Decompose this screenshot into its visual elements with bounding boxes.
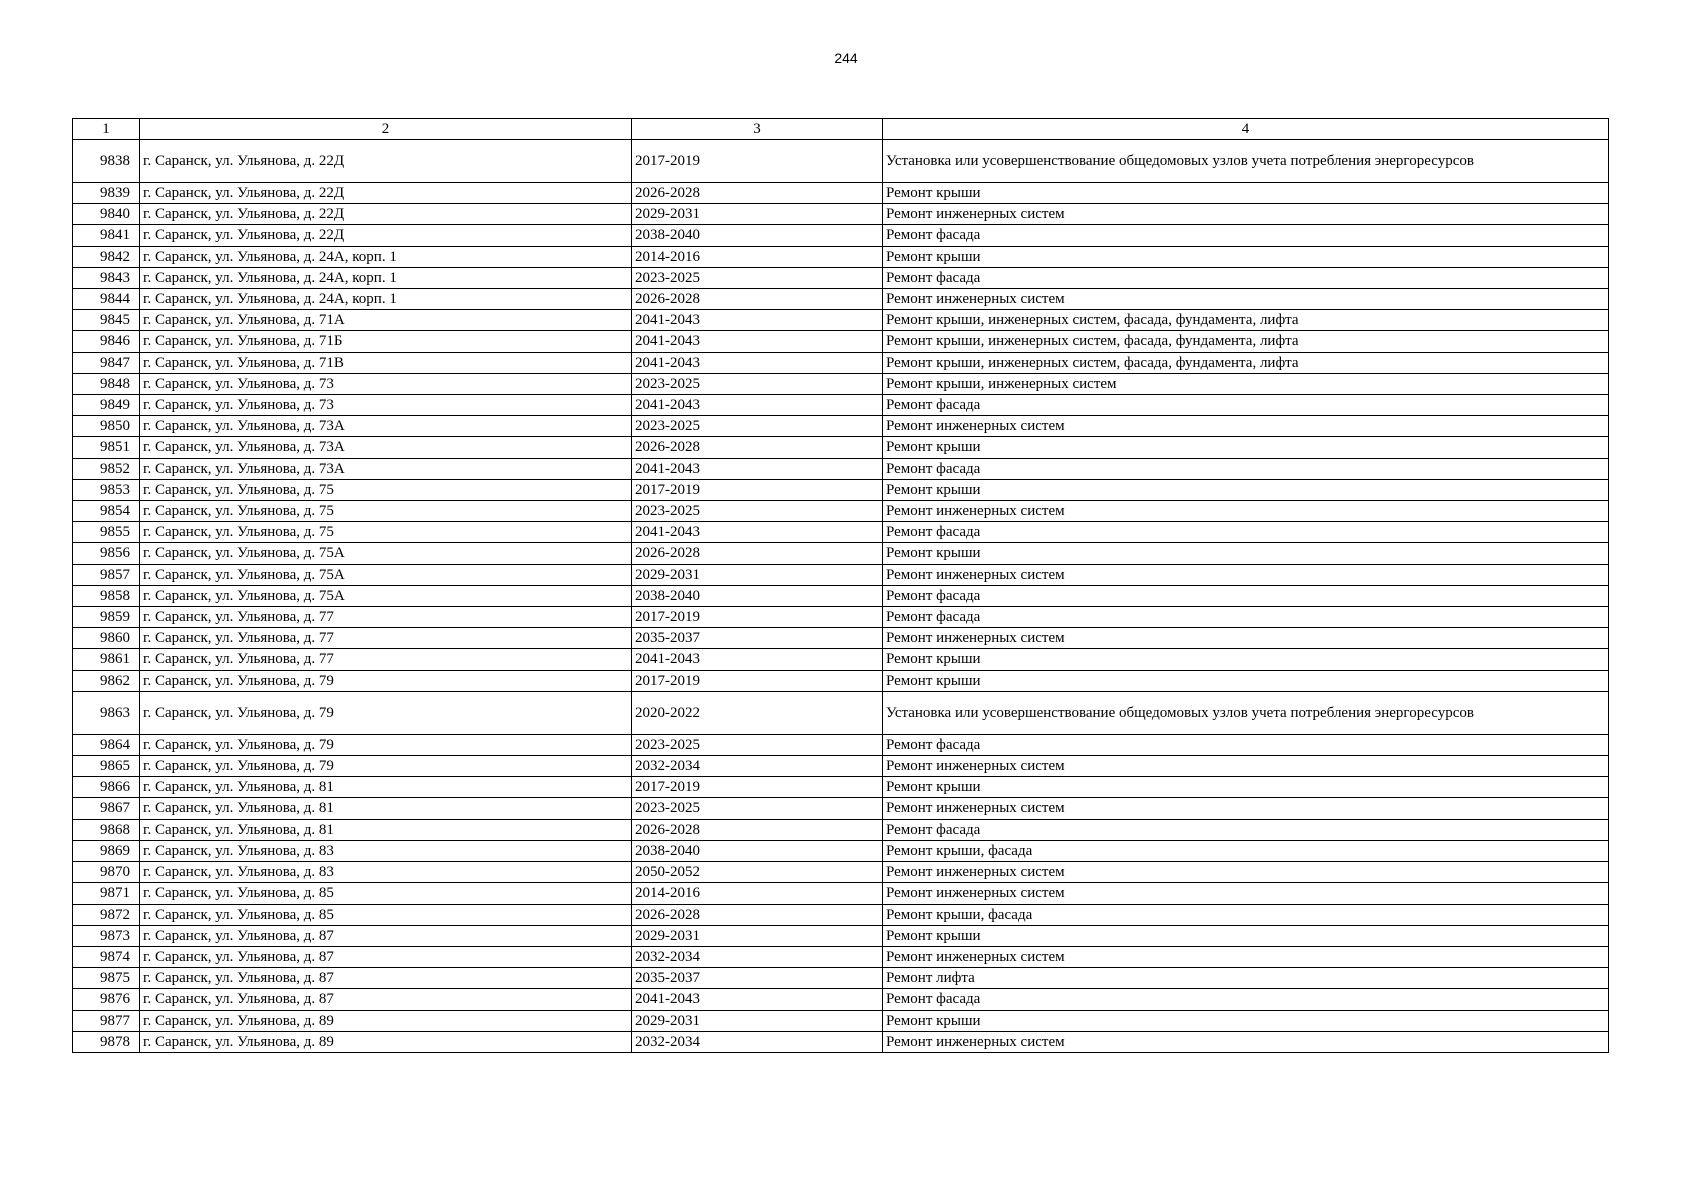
table-row	[73, 289, 1609, 310]
period-cell: 2035-2037	[632, 968, 883, 989]
period-cell: 2017-2019	[632, 670, 883, 691]
work-type-cell: Ремонт крыши	[883, 246, 1609, 267]
table-row	[73, 140, 1609, 183]
row-number-cell: 9855	[73, 522, 140, 543]
row-number-cell: 9868	[73, 819, 140, 840]
row-number-cell: 9849	[73, 395, 140, 416]
work-type-cell: Ремонт фасада	[883, 734, 1609, 755]
period-cell: 2017-2019	[632, 479, 883, 500]
page-number: 244	[834, 50, 858, 66]
table-row	[73, 310, 1609, 331]
row-number-cell: 9865	[73, 756, 140, 777]
address-cell: г. Саранск, ул. Ульянова, д. 89	[140, 1031, 632, 1052]
address-cell: г. Саранск, ул. Ульянова, д. 75	[140, 501, 632, 522]
address-cell: г. Саранск, ул. Ульянова, д. 81	[140, 777, 632, 798]
address-cell: г. Саранск, ул. Ульянова, д. 89	[140, 1010, 632, 1031]
table-row	[73, 840, 1609, 861]
table-row	[73, 585, 1609, 606]
work-type-cell: Ремонт инженерных систем	[883, 204, 1609, 225]
table-row	[73, 183, 1609, 204]
period-cell: 2026-2028	[632, 183, 883, 204]
row-number-cell: 9874	[73, 946, 140, 967]
work-type-cell: Ремонт инженерных систем	[883, 501, 1609, 522]
work-type-cell: Ремонт инженерных систем	[883, 628, 1609, 649]
table-row	[73, 373, 1609, 394]
address-cell: г. Саранск, ул. Ульянова, д. 83	[140, 840, 632, 861]
address-cell: г. Саранск, ул. Ульянова, д. 22Д	[140, 204, 632, 225]
work-type-cell: Ремонт крыши	[883, 670, 1609, 691]
row-number-cell: 9870	[73, 862, 140, 883]
table-row	[73, 777, 1609, 798]
row-number-cell: 9873	[73, 925, 140, 946]
address-cell: г. Саранск, ул. Ульянова, д. 79	[140, 734, 632, 755]
work-type-cell: Ремонт крыши	[883, 183, 1609, 204]
table-row	[73, 756, 1609, 777]
period-cell: 2041-2043	[632, 458, 883, 479]
table-row	[73, 543, 1609, 564]
row-number-cell: 9851	[73, 437, 140, 458]
row-number-cell: 9844	[73, 289, 140, 310]
table-row	[73, 564, 1609, 585]
row-number-cell: 9872	[73, 904, 140, 925]
work-type-cell: Ремонт крыши, инженерных систем	[883, 373, 1609, 394]
period-cell: 2041-2043	[632, 649, 883, 670]
table-row	[73, 649, 1609, 670]
repair-schedule-table	[72, 118, 1609, 1053]
row-number-cell: 9862	[73, 670, 140, 691]
row-number-cell: 9860	[73, 628, 140, 649]
address-cell: г. Саранск, ул. Ульянова, д. 79	[140, 756, 632, 777]
address-cell: г. Саранск, ул. Ульянова, д. 75	[140, 522, 632, 543]
address-cell: г. Саранск, ул. Ульянова, д. 24А, корп. 1	[140, 246, 632, 267]
address-cell: г. Саранск, ул. Ульянова, д. 24А, корп. 1	[140, 289, 632, 310]
row-number-cell: 9847	[73, 352, 140, 373]
work-type-cell: Ремонт фасада	[883, 585, 1609, 606]
address-cell: г. Саранск, ул. Ульянова, д. 87	[140, 968, 632, 989]
work-type-cell: Установка или усовершенствование общедомовых узлов учета потребления энергоресурсов	[883, 691, 1609, 734]
address-cell: г. Саранск, ул. Ульянова, д. 75А	[140, 564, 632, 585]
work-type-cell: Ремонт фасада	[883, 225, 1609, 246]
period-cell: 2029-2031	[632, 925, 883, 946]
period-cell: 2041-2043	[632, 395, 883, 416]
period-cell: 2023-2025	[632, 798, 883, 819]
table-row	[73, 1010, 1609, 1031]
table-row	[73, 946, 1609, 967]
row-number-cell: 9854	[73, 501, 140, 522]
period-cell: 2038-2040	[632, 225, 883, 246]
period-cell: 2041-2043	[632, 352, 883, 373]
period-cell: 2038-2040	[632, 585, 883, 606]
period-cell: 2023-2025	[632, 416, 883, 437]
table-row	[73, 395, 1609, 416]
work-type-cell: Ремонт крыши	[883, 925, 1609, 946]
column-number-row	[73, 119, 1609, 140]
row-number-cell: 9861	[73, 649, 140, 670]
period-cell: 2026-2028	[632, 819, 883, 840]
address-cell: г. Саранск, ул. Ульянова, д. 85	[140, 883, 632, 904]
column-header-2: 2	[140, 119, 632, 140]
work-type-cell: Ремонт крыши	[883, 777, 1609, 798]
row-number-cell: 9858	[73, 585, 140, 606]
address-cell: г. Саранск, ул. Ульянова, д. 71Б	[140, 331, 632, 352]
table-row	[73, 798, 1609, 819]
work-type-cell: Ремонт крыши	[883, 437, 1609, 458]
work-type-cell: Ремонт инженерных систем	[883, 798, 1609, 819]
row-number-cell: 9878	[73, 1031, 140, 1052]
table-row	[73, 479, 1609, 500]
work-type-cell: Ремонт крыши, фасада	[883, 904, 1609, 925]
work-type-cell: Ремонт инженерных систем	[883, 946, 1609, 967]
work-type-cell: Ремонт крыши, инженерных систем, фасада, фундамента, лифта	[883, 310, 1609, 331]
period-cell: 2023-2025	[632, 267, 883, 288]
work-type-cell: Ремонт фасада	[883, 607, 1609, 628]
work-type-cell: Ремонт фасада	[883, 395, 1609, 416]
row-number-cell: 9839	[73, 183, 140, 204]
work-type-cell: Ремонт инженерных систем	[883, 289, 1609, 310]
work-type-cell: Ремонт фасада	[883, 522, 1609, 543]
period-cell: 2038-2040	[632, 840, 883, 861]
period-cell: 2014-2016	[632, 883, 883, 904]
period-cell: 2029-2031	[632, 564, 883, 585]
row-number-cell: 9850	[73, 416, 140, 437]
row-number-cell: 9841	[73, 225, 140, 246]
work-type-cell: Ремонт инженерных систем	[883, 416, 1609, 437]
work-type-cell: Ремонт фасада	[883, 989, 1609, 1010]
table-row	[73, 501, 1609, 522]
work-type-cell: Ремонт крыши, инженерных систем, фасада, фундамента, лифта	[883, 352, 1609, 373]
row-number-cell: 9876	[73, 989, 140, 1010]
work-type-cell: Ремонт крыши, фасада	[883, 840, 1609, 861]
address-cell: г. Саранск, ул. Ульянова, д. 77	[140, 649, 632, 670]
address-cell: г. Саранск, ул. Ульянова, д. 79	[140, 691, 632, 734]
row-number-cell: 9852	[73, 458, 140, 479]
period-cell: 2050-2052	[632, 862, 883, 883]
table-row	[73, 691, 1609, 734]
table-row	[73, 862, 1609, 883]
address-cell: г. Саранск, ул. Ульянова, д. 77	[140, 607, 632, 628]
table-row	[73, 204, 1609, 225]
address-cell: г. Саранск, ул. Ульянова, д. 83	[140, 862, 632, 883]
period-cell: 2041-2043	[632, 989, 883, 1010]
row-number-cell: 9857	[73, 564, 140, 585]
address-cell: г. Саранск, ул. Ульянова, д. 22Д	[140, 225, 632, 246]
column-header-3: 3	[632, 119, 883, 140]
table-body	[73, 140, 1609, 1053]
period-cell: 2029-2031	[632, 204, 883, 225]
table-row	[73, 734, 1609, 755]
period-cell: 2017-2019	[632, 777, 883, 798]
table-row	[73, 246, 1609, 267]
address-cell: г. Саранск, ул. Ульянова, д. 85	[140, 904, 632, 925]
row-number-cell: 9853	[73, 479, 140, 500]
address-cell: г. Саранск, ул. Ульянова, д. 81	[140, 798, 632, 819]
table-row	[73, 883, 1609, 904]
row-number-cell: 9875	[73, 968, 140, 989]
row-number-cell: 9867	[73, 798, 140, 819]
table-row	[73, 522, 1609, 543]
period-cell: 2029-2031	[632, 1010, 883, 1031]
address-cell: г. Саранск, ул. Ульянова, д. 87	[140, 946, 632, 967]
table-row	[73, 925, 1609, 946]
work-type-cell: Ремонт фасада	[883, 458, 1609, 479]
address-cell: г. Саранск, ул. Ульянова, д. 73	[140, 373, 632, 394]
table-row	[73, 352, 1609, 373]
period-cell: 2020-2022	[632, 691, 883, 734]
period-cell: 2026-2028	[632, 543, 883, 564]
row-number-cell: 9838	[73, 140, 140, 183]
address-cell: г. Саранск, ул. Ульянова, д. 71А	[140, 310, 632, 331]
table-row	[73, 904, 1609, 925]
address-cell: г. Саранск, ул. Ульянова, д. 75А	[140, 543, 632, 564]
period-cell: 2041-2043	[632, 522, 883, 543]
row-number-cell: 9848	[73, 373, 140, 394]
period-cell: 2026-2028	[632, 437, 883, 458]
period-cell: 2032-2034	[632, 946, 883, 967]
address-cell: г. Саранск, ул. Ульянова, д. 77	[140, 628, 632, 649]
address-cell: г. Саранск, ул. Ульянова, д. 22Д	[140, 183, 632, 204]
work-type-cell: Ремонт крыши	[883, 479, 1609, 500]
period-cell: 2026-2028	[632, 289, 883, 310]
table-row	[73, 968, 1609, 989]
work-type-cell: Ремонт инженерных систем	[883, 1031, 1609, 1052]
work-type-cell: Ремонт инженерных систем	[883, 756, 1609, 777]
row-number-cell: 9866	[73, 777, 140, 798]
table-row	[73, 267, 1609, 288]
table-row	[73, 331, 1609, 352]
work-type-cell: Ремонт инженерных систем	[883, 862, 1609, 883]
address-cell: г. Саранск, ул. Ульянова, д. 75	[140, 479, 632, 500]
table-row	[73, 225, 1609, 246]
table-row	[73, 1031, 1609, 1052]
address-cell: г. Саранск, ул. Ульянова, д. 87	[140, 925, 632, 946]
address-cell: г. Саранск, ул. Ульянова, д. 81	[140, 819, 632, 840]
period-cell: 2023-2025	[632, 734, 883, 755]
period-cell: 2032-2034	[632, 1031, 883, 1052]
row-number-cell: 9869	[73, 840, 140, 861]
table-row	[73, 628, 1609, 649]
period-cell: 2023-2025	[632, 501, 883, 522]
row-number-cell: 9843	[73, 267, 140, 288]
address-cell: г. Саранск, ул. Ульянова, д. 73А	[140, 458, 632, 479]
address-cell: г. Саранск, ул. Ульянова, д. 22Д	[140, 140, 632, 183]
row-number-cell: 9864	[73, 734, 140, 755]
work-type-cell: Ремонт фасада	[883, 819, 1609, 840]
address-cell: г. Саранск, ул. Ульянова, д. 73А	[140, 437, 632, 458]
period-cell: 2041-2043	[632, 331, 883, 352]
table-row	[73, 437, 1609, 458]
table-row	[73, 416, 1609, 437]
row-number-cell: 9863	[73, 691, 140, 734]
table-row	[73, 607, 1609, 628]
address-cell: г. Саранск, ул. Ульянова, д. 79	[140, 670, 632, 691]
period-cell: 2035-2037	[632, 628, 883, 649]
row-number-cell: 9856	[73, 543, 140, 564]
row-number-cell: 9842	[73, 246, 140, 267]
period-cell: 2032-2034	[632, 756, 883, 777]
work-type-cell: Установка или усовершенствование общедомовых узлов учета потребления энергоресурсов	[883, 140, 1609, 183]
work-type-cell: Ремонт фасада	[883, 267, 1609, 288]
period-cell: 2023-2025	[632, 373, 883, 394]
row-number-cell: 9846	[73, 331, 140, 352]
row-number-cell: 9877	[73, 1010, 140, 1031]
table-row	[73, 989, 1609, 1010]
period-cell: 2017-2019	[632, 140, 883, 183]
row-number-cell: 9840	[73, 204, 140, 225]
table-row	[73, 670, 1609, 691]
row-number-cell: 9845	[73, 310, 140, 331]
period-cell: 2041-2043	[632, 310, 883, 331]
address-cell: г. Саранск, ул. Ульянова, д. 73А	[140, 416, 632, 437]
work-type-cell: Ремонт инженерных систем	[883, 564, 1609, 585]
work-type-cell: Ремонт крыши	[883, 543, 1609, 564]
column-header-4: 4	[883, 119, 1609, 140]
table-row	[73, 458, 1609, 479]
address-cell: г. Саранск, ул. Ульянова, д. 73	[140, 395, 632, 416]
period-cell: 2026-2028	[632, 904, 883, 925]
period-cell: 2014-2016	[632, 246, 883, 267]
row-number-cell: 9871	[73, 883, 140, 904]
work-type-cell: Ремонт крыши	[883, 1010, 1609, 1031]
work-type-cell: Ремонт крыши, инженерных систем, фасада, фундамента, лифта	[883, 331, 1609, 352]
address-cell: г. Саранск, ул. Ульянова, д. 71В	[140, 352, 632, 373]
work-type-cell: Ремонт инженерных систем	[883, 883, 1609, 904]
row-number-cell: 9859	[73, 607, 140, 628]
work-type-cell: Ремонт крыши	[883, 649, 1609, 670]
period-cell: 2017-2019	[632, 607, 883, 628]
address-cell: г. Саранск, ул. Ульянова, д. 24А, корп. 1	[140, 267, 632, 288]
column-header-1: 1	[73, 119, 140, 140]
work-type-cell: Ремонт лифта	[883, 968, 1609, 989]
table-row	[73, 819, 1609, 840]
address-cell: г. Саранск, ул. Ульянова, д. 75А	[140, 585, 632, 606]
address-cell: г. Саранск, ул. Ульянова, д. 87	[140, 989, 632, 1010]
